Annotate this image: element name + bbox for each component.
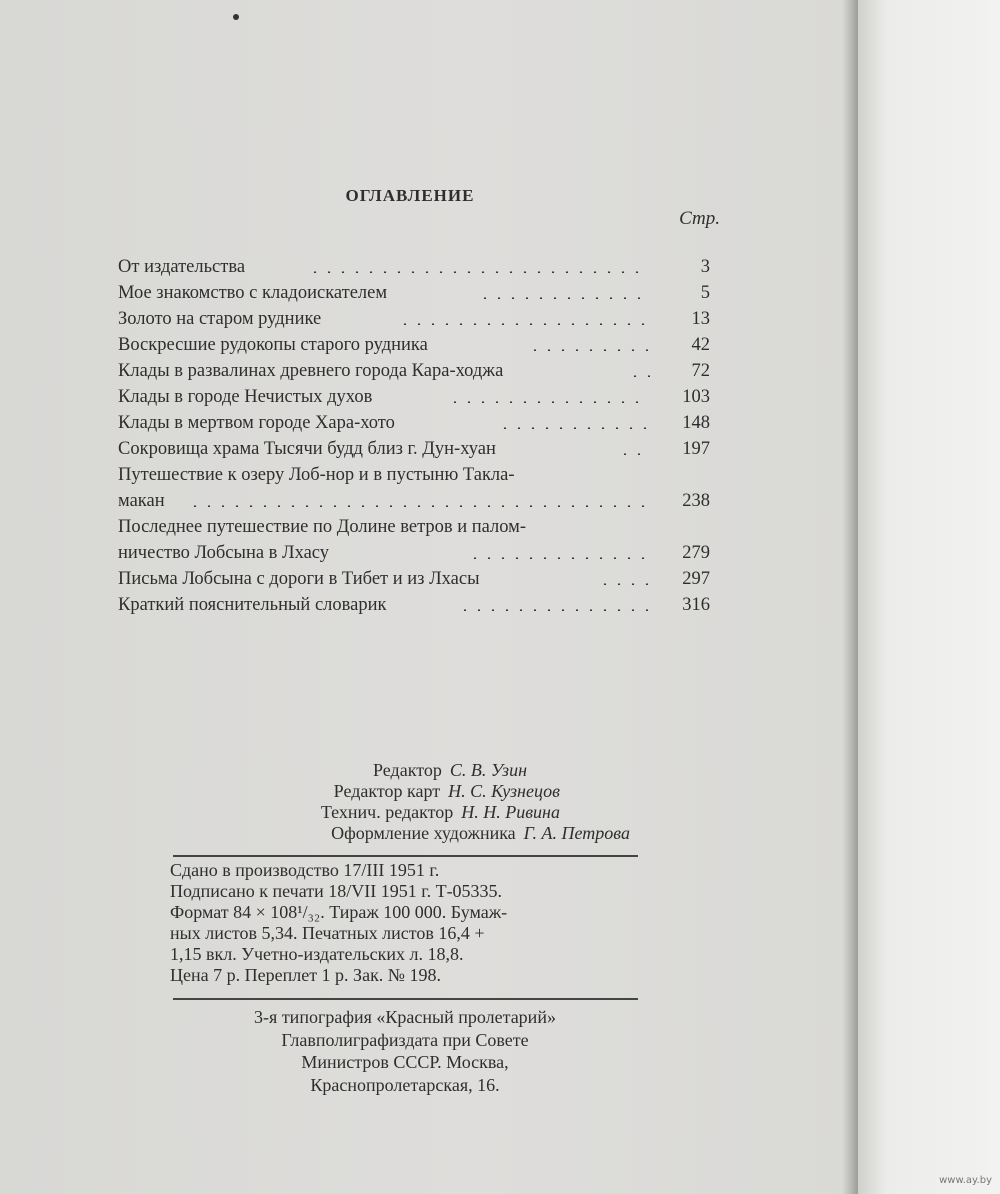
printer-line: Краснопролетарская, 16. xyxy=(310,1074,500,1095)
toc-entry-title: Клады в городе Нечистых духов xyxy=(118,387,373,407)
toc-heading: ОГЛАВЛЕНИЕ xyxy=(345,186,475,205)
toc-entry-page: 297 xyxy=(682,569,710,589)
divider-rule xyxy=(173,855,638,857)
toc-entry-page: 279 xyxy=(682,543,710,563)
toc-entry-page: 197 xyxy=(682,439,710,459)
toc-entry xyxy=(118,514,710,566)
toc-entry xyxy=(118,358,710,384)
imprint-line: Подписано к печати 18/VII 1951 г. Т-05335. xyxy=(170,881,503,901)
credit-role: Технич. редактор xyxy=(320,802,454,822)
imprint-line: Формат 84 × 108¹/₃₂. Тираж 100 000. Бумаж- xyxy=(170,902,508,922)
toc-entry-title: Путешествие к озеру Лоб-нор и в пустыню Такла- макан xyxy=(118,465,515,511)
printer-line: 3-я типография «Красный пролетарий» xyxy=(254,1007,556,1027)
toc-entry-title: Мое знакомство с кладоискателем xyxy=(118,283,388,303)
credit-person: Н. С. Кузнецов xyxy=(448,781,560,801)
toc-entry-title: Краткий пояснительный словарик xyxy=(118,595,387,615)
toc-entry xyxy=(118,566,710,592)
printer-line: Главполиграфиздата при Совете xyxy=(281,1029,529,1050)
toc-entry-title: Последнее путешествие по Долине ветров и палом- ничество Лобсына в Лхасу xyxy=(118,517,527,563)
toc-entry-title: Золото на старом руднике xyxy=(118,309,322,329)
page-column-label: Стр. xyxy=(679,208,720,229)
printer-line: Министров СССР. Москва, xyxy=(301,1052,509,1072)
toc-entry xyxy=(118,280,710,306)
credit-person: С. В. Узин xyxy=(449,760,527,780)
toc-entry xyxy=(118,462,710,514)
toc-entry xyxy=(118,306,710,332)
toc-entry-title: Воскресшие рудокопы старого рудника xyxy=(118,335,428,355)
toc-entry xyxy=(118,254,710,280)
adjacent-page xyxy=(858,0,1000,1194)
toc-entry-title: От издательства xyxy=(118,257,246,277)
toc-entry-title: Клады в развалинах древнего города Кара-ходжа xyxy=(118,361,504,381)
editorial-credits xyxy=(160,760,630,844)
page-edge-shadow xyxy=(842,0,858,1194)
toc-entry-title: Сокровища храма Тысячи будд близ г. Дун-хуан xyxy=(118,439,496,459)
credit-role: Редактор карт xyxy=(333,781,441,801)
toc-entry-page: 3 xyxy=(700,257,710,277)
toc-entry-title: Клады в мертвом городе Хара-хото xyxy=(118,413,395,433)
toc-entry-page: 13 xyxy=(691,309,710,329)
toc-entry-page: 238 xyxy=(682,491,710,511)
dot-leader xyxy=(628,375,650,377)
toc-entry xyxy=(118,384,710,410)
publication-imprint xyxy=(170,860,640,986)
toc-entry xyxy=(118,410,710,436)
imprint-line: Цена 7 р. Переплет 1 р. Зак. № 198. xyxy=(170,965,441,985)
credit-line xyxy=(160,823,630,844)
credit-line xyxy=(160,781,630,802)
toc-entry-title: Письма Лобсына с дороги в Тибет и из Лхасы xyxy=(118,569,480,589)
credit-line xyxy=(160,760,630,781)
credit-role: Оформление художника xyxy=(331,823,516,843)
toc-entry xyxy=(118,592,710,618)
imprint-line: 1,15 вкл. Учетно-издательских л. 18,8. xyxy=(170,944,464,964)
toc-entry xyxy=(118,436,710,462)
divider-rule xyxy=(173,998,638,1000)
toc-entry-page: 72 xyxy=(691,361,710,381)
credit-role: Редактор xyxy=(373,760,442,780)
toc-entry-page: 42 xyxy=(691,335,710,355)
toc-entry-page: 148 xyxy=(682,413,710,433)
ink-speck xyxy=(233,14,239,20)
credit-person: Г. А. Петрова xyxy=(523,823,630,843)
toc-entry-page: 316 xyxy=(682,595,710,615)
printer-info xyxy=(170,1006,640,1096)
toc-entry xyxy=(118,332,710,358)
credit-person: Н. Н. Ривина xyxy=(461,802,560,822)
table-of-contents xyxy=(118,254,710,618)
toc-entry-page: 5 xyxy=(700,283,710,303)
imprint-line: ных листов 5,34. Печатных листов 16,4 + xyxy=(170,923,485,943)
imprint-line: Сдано в производство 17/III 1951 г. xyxy=(170,860,440,880)
credit-line xyxy=(160,802,630,823)
site-watermark: www.ay.by xyxy=(939,1175,992,1186)
toc-entry-page: 103 xyxy=(682,387,710,407)
